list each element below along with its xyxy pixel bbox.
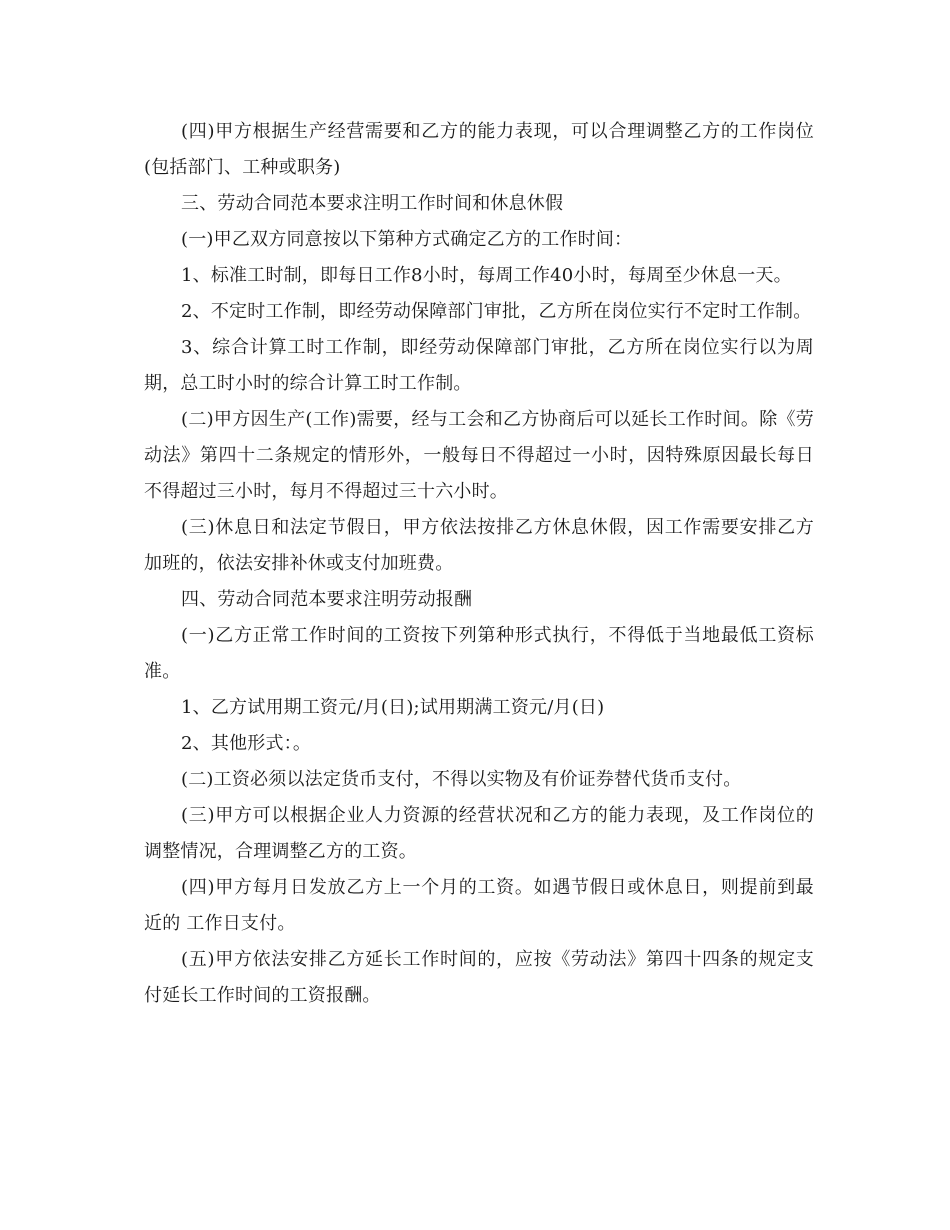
- paragraph-overtime-extension: (二)甲方因生产(工作)需要，经与工会和乙方协商后可以延长工作时间。除《劳动法》第四十二条规定的情形外，一般每日不得超过一小时，因特殊原因最长每日不得超过三小时，每月不得超过三十六小时。: [144, 409, 814, 502]
- paragraph-pay-date: (四)甲方每月日发放乙方上一个月的工资。如遇节假日或休息日，则提前到最近的 工作日支付。: [144, 877, 814, 934]
- paragraph-adjust-position: (四)甲方根据生产经营需要和乙方的能力表现，可以合理调整乙方的工作岗位(包括部门、工种或职务): [144, 121, 814, 178]
- section-heading-working-hours: 三、劳动合同范本要求注明工作时间和休息休假: [181, 193, 564, 214]
- paragraph-probation-wage: 1、乙方试用期工资元/月(日);试用期满工资元/月(日): [181, 697, 605, 718]
- section-heading-remuneration: 四、劳动合同范本要求注明劳动报酬: [181, 589, 473, 610]
- paragraph-overtime-pay: (五)甲方依法安排乙方延长工作时间的，应按《劳动法》第四十四条的规定支付延长工作时间的工资报酬。: [144, 949, 814, 1006]
- paragraph-wage-form: (一)乙方正常工作时间的工资按下列第种形式执行，不得低于当地最低工资标准。: [144, 625, 814, 682]
- document-body: [144, 114, 814, 1014]
- paragraph-flexible-hours: 2、不定时工作制，即经劳动保障部门审批，乙方所在岗位实行不定时工作制。: [181, 301, 812, 322]
- paragraph-rest-holidays: (三)休息日和法定节假日，甲方依法按排乙方休息休假，因工作需要安排乙方加班的，依法安排补休或支付加班费。: [144, 517, 814, 574]
- paragraph-standard-hours: 1、标准工时制，即每日工作8小时，每周工作40小时，每周至少休息一天。: [181, 265, 792, 286]
- paragraph-wage-adjustment: (三)甲方可以根据企业人力资源的经营状况和乙方的能力表现，及工作岗位的调整情况，合理调整乙方的工资。: [144, 805, 814, 862]
- paragraph-other-forms: 2、其他形式：。: [181, 733, 312, 754]
- paragraph-comprehensive-hours: 3、综合计算工时工作制，即经劳动保障部门审批，乙方所在岗位实行以为周期，总工时小时的综合计算工时工作制。: [144, 337, 814, 394]
- paragraph-hours-method: (一)甲乙双方同意按以下第种方式确定乙方的工作时间：: [181, 229, 633, 250]
- paragraph-legal-currency: (二)工资必须以法定货币支付，不得以实物及有价证券替代货币支付。: [181, 769, 742, 790]
